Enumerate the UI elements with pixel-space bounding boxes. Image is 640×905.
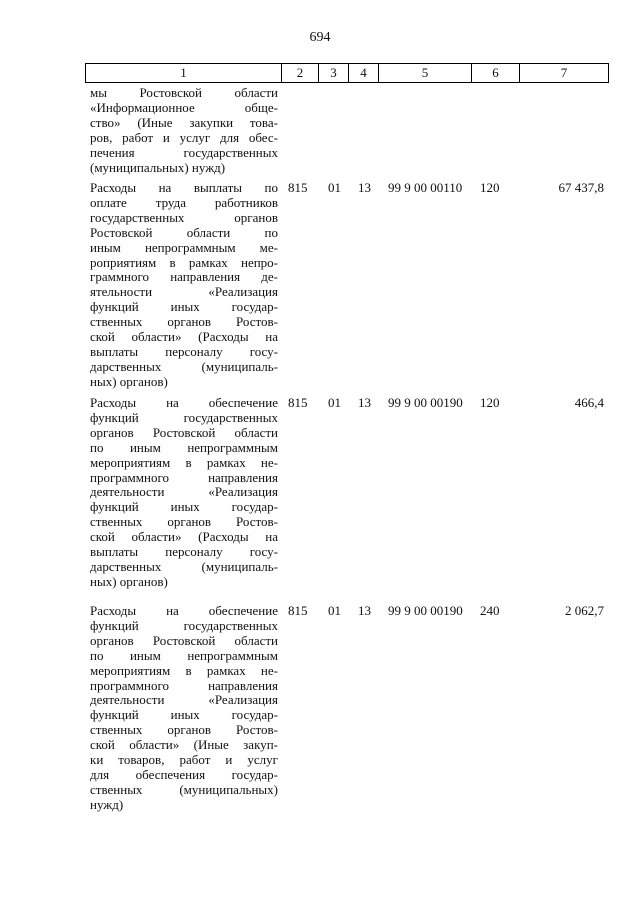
target-item-code: 99 9 00 00190 bbox=[388, 395, 463, 410]
desc-line: Расходы на выплаты по bbox=[90, 180, 278, 195]
header-col-5: 5 bbox=[378, 64, 471, 82]
desc-line: ственных органов Ростов- bbox=[90, 722, 278, 738]
desc-line: ской области» (Расходы на bbox=[90, 529, 278, 545]
desc-line: дарственных (муниципаль- bbox=[90, 358, 278, 374]
header-col-4: 4 bbox=[348, 64, 378, 82]
desc-line: деятельности «Реализация bbox=[90, 484, 278, 500]
desc-line: по иным непрограммным bbox=[90, 647, 278, 663]
desc-line: ской области» (Расходы на bbox=[90, 329, 278, 345]
desc-line: дарственных (муниципаль- bbox=[90, 558, 278, 574]
header-col-6: 6 bbox=[471, 64, 519, 82]
expense-type-code: 240 bbox=[480, 603, 500, 618]
desc-line: деятельности «Реализация bbox=[90, 692, 278, 708]
desc-line: Расходы на обеспечение bbox=[90, 603, 278, 618]
section-code: 01 bbox=[328, 180, 341, 195]
desc-line: ки товаров, работ и услуг bbox=[90, 752, 278, 768]
subsection-code: 13 bbox=[358, 180, 371, 195]
desc-line: функций государственных bbox=[90, 409, 278, 425]
header-col-7: 7 bbox=[519, 64, 608, 82]
desc-line: нужд) bbox=[90, 796, 124, 812]
amount: 67 437,8 bbox=[558, 180, 604, 195]
desc-line: ственных (муниципальных) bbox=[90, 781, 278, 797]
desc-line: мероприятиям в рамках не- bbox=[90, 454, 278, 470]
desc-line: органов Ростовской области bbox=[90, 632, 278, 648]
header-col-1: 1 bbox=[180, 65, 187, 80]
expense-type-code: 120 bbox=[480, 395, 500, 410]
continuation-description bbox=[90, 86, 278, 175]
grbs-code: 815 bbox=[288, 180, 308, 195]
header-col-2: 2 bbox=[281, 64, 318, 82]
desc-line: функций государственных bbox=[90, 617, 278, 633]
desc-line: оплате труда работников bbox=[90, 194, 278, 210]
desc-line: выплаты персоналу госу- bbox=[90, 343, 278, 359]
amount: 2 062,7 bbox=[565, 603, 604, 618]
target-item-code: 99 9 00 00190 bbox=[388, 603, 463, 618]
desc-line: ров, работ и услуг для обес- bbox=[90, 129, 278, 145]
desc-line: выплаты персоналу госу- bbox=[90, 544, 278, 560]
target-item-code: 99 9 00 00110 bbox=[388, 180, 463, 195]
desc-line: Расходы на обеспечение bbox=[90, 395, 278, 410]
desc-line: ственных органов Ростов- bbox=[90, 514, 278, 530]
desc-line: государственных органов bbox=[90, 209, 278, 225]
desc-line: функций иных государ- bbox=[90, 499, 278, 515]
table-header bbox=[85, 63, 609, 83]
row-description bbox=[90, 181, 278, 390]
desc-line: функций иных государ- bbox=[90, 707, 278, 723]
desc-line: мы Ростовской области bbox=[90, 85, 278, 100]
grbs-code: 815 bbox=[288, 603, 308, 618]
expense-type-code: 120 bbox=[480, 180, 500, 195]
row-description bbox=[90, 396, 278, 590]
subsection-code: 13 bbox=[358, 395, 371, 410]
desc-line: по иным непрограммным bbox=[90, 439, 278, 455]
grbs-code: 815 bbox=[288, 395, 308, 410]
desc-line: ных) органов) bbox=[90, 373, 168, 389]
desc-line: программного направления bbox=[90, 677, 278, 693]
desc-line: иным непрограммным ме- bbox=[90, 239, 278, 255]
desc-line: функций иных государ- bbox=[90, 299, 278, 315]
page-number: 694 bbox=[309, 30, 331, 45]
desc-line: ской области» (Иные закуп- bbox=[90, 737, 278, 753]
desc-line: программного направления bbox=[90, 469, 278, 485]
desc-line: органов Ростовской области bbox=[90, 424, 278, 440]
desc-line: Ростовской области по bbox=[90, 224, 278, 240]
desc-line: ятельности «Реализация bbox=[90, 284, 278, 300]
desc-line: ных) органов) bbox=[90, 573, 168, 589]
desc-line: роприятиям в рамках непро- bbox=[90, 254, 278, 270]
row-description bbox=[90, 604, 278, 813]
desc-line: печения государственных bbox=[90, 144, 278, 160]
desc-line: для обеспечения государ- bbox=[90, 766, 278, 782]
desc-line: (муниципальных) нужд) bbox=[90, 159, 226, 175]
subsection-code: 13 bbox=[358, 603, 371, 618]
desc-line: ственных органов Ростов- bbox=[90, 314, 278, 330]
desc-line: ство» (Иные закупки това- bbox=[90, 114, 278, 130]
desc-line: «Информационное обще- bbox=[90, 99, 278, 115]
section-code: 01 bbox=[328, 395, 341, 410]
desc-line: мероприятиям в рамках не- bbox=[90, 662, 278, 678]
amount: 466,4 bbox=[574, 395, 604, 410]
desc-line: граммного направления де- bbox=[90, 269, 278, 285]
header-col-3: 3 bbox=[318, 64, 348, 82]
section-code: 01 bbox=[328, 603, 341, 618]
